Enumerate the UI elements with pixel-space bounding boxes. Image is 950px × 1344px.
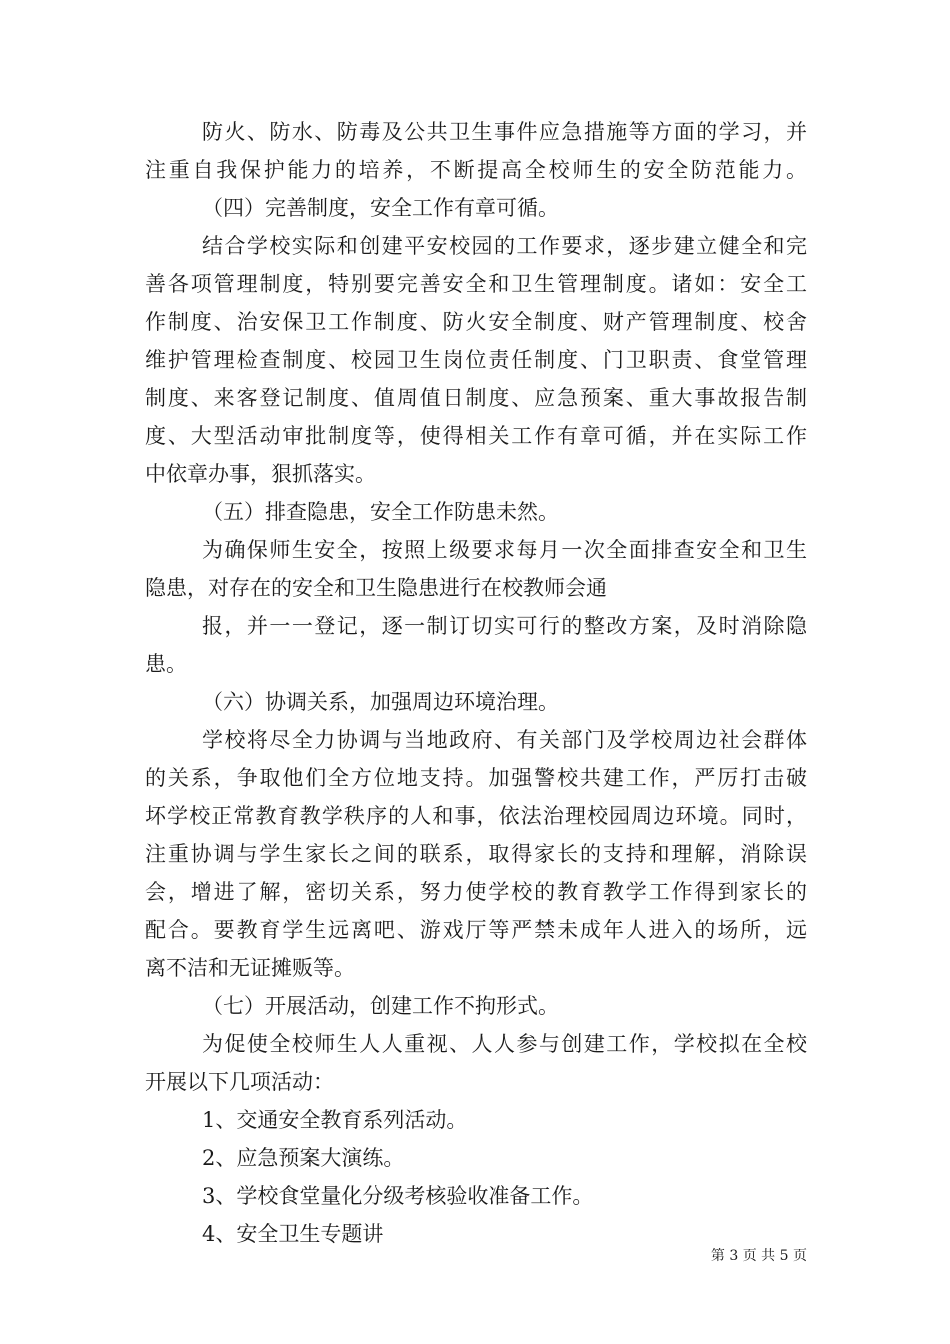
list-item-4: 4、安全卫生专题讲 [202,1222,384,1246]
text-line-23: 离不洁和无证摊贩等。 [145,956,355,980]
page-number-footer: 第 3 页 共 5 页 [710,1248,807,1264]
section-heading-7: （七）开展活动，创建工作不拘形式。 [202,994,559,1018]
text-line-26: 开展以下几项活动： [145,1070,334,1094]
text-line-2: 注重自我保护能力的培养，不断提高全校师生的安全防范能力。 [145,158,807,182]
text-line-7: 维护管理检查制度、校园卫生岗位责任制度、门卫职责、食堂管理 [145,348,807,372]
text-line-22: 配合。要教育学生远离吧、游戏厅等严禁未成年人进入的场所，远 [145,918,807,942]
text-line-18: 的关系，争取他们全方位地支持。加强警校共建工作，严厉打击破 [145,766,807,790]
text-line-13: 隐患，对存在的安全和卫生隐患进行在校教师会通 [145,576,607,600]
text-line-10: 中依章办事，狠抓落实。 [145,462,376,486]
text-line-21: 会，增进了解，密切关系，努力使学校的教育教学工作得到家长的 [145,880,807,904]
text-line-12: 为确保师生安全，按照上级要求每月一次全面排查安全和卫生 [202,538,807,562]
text-line-9: 度、大型活动审批制度等，使得相关工作有章可循，并在实际工作 [145,424,807,448]
text-line-4: 结合学校实际和创建平安校园的工作要求，逐步建立健全和完 [202,234,807,258]
list-item-3: 3、学校食堂量化分级考核验收准备工作。 [202,1184,594,1208]
text-line-1: 防火、防水、防毒及公共卫生事件应急措施等方面的学习，并 [202,120,807,144]
section-heading-5: （五）排查隐患，安全工作防患未然。 [202,500,559,524]
text-line-20: 注重协调与学生家长之间的联系，取得家长的支持和理解，消除误 [145,842,807,866]
text-line-17: 学校将尽全力协调与当地政府、有关部门及学校周边社会群体 [202,728,807,752]
list-item-1: 1、交通安全教育系列活动。 [202,1108,468,1132]
text-line-25: 为促使全校师生人人重视、人人参与创建工作，学校拟在全校 [202,1032,807,1056]
text-line-14: 报，并一一登记，逐一制订切实可行的整改方案，及时消除隐 [202,614,807,638]
section-heading-6: （六）协调关系，加强周边环境治理。 [202,690,559,714]
text-line-19: 坏学校正常教育教学秩序的人和事，依法治理校园周边环境。同时， [145,804,807,828]
text-line-15: 患。 [145,652,187,676]
text-line-8: 制度、来客登记制度、值周值日制度、应急预案、重大事故报告制 [145,386,807,410]
text-line-5: 善各项管理制度，特别要完善安全和卫生管理制度。诸如：安全工 [145,272,807,296]
list-item-2: 2、应急预案大演练。 [202,1146,405,1170]
section-heading-4: （四）完善制度，安全工作有章可循。 [202,196,559,220]
text-line-6: 作制度、治安保卫工作制度、防火安全制度、财产管理制度、校舍 [145,310,807,334]
